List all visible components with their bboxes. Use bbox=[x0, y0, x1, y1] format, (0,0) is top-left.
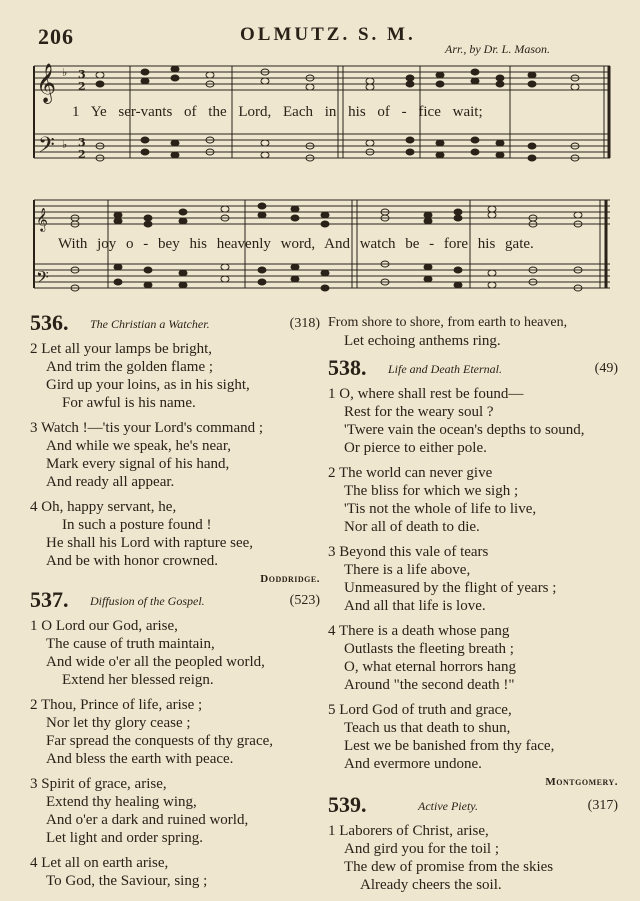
verse-line: And gird you for the toil ; bbox=[344, 841, 499, 857]
stanza bbox=[30, 340, 320, 412]
verse-line: 1 O Lord our God, arise, bbox=[30, 618, 178, 634]
verse-line: And wide o'er all the peopled world, bbox=[46, 654, 265, 670]
hymn-537-header bbox=[30, 589, 320, 615]
verse-line: 3 Spirit of grace, arise, bbox=[30, 776, 167, 792]
hymn-number: 538. bbox=[328, 355, 367, 380]
verse-line: And o'er a dark and ruined world, bbox=[46, 812, 249, 828]
hymn-number: 537. bbox=[30, 587, 69, 612]
verse-line: And all that life is love. bbox=[344, 598, 486, 614]
verse-line: Nor let thy glory cease ; bbox=[46, 715, 191, 731]
verse-line: To God, the Saviour, sing ; bbox=[46, 873, 208, 889]
verse-line: 5 Lord God of truth and grace, bbox=[328, 702, 512, 718]
verse-line: For awful is his name. bbox=[62, 395, 196, 411]
verse-line: 2 Thou, Prince of life, arise ; bbox=[30, 697, 203, 713]
verse-line: 3 Watch !—'tis your Lord's command ; bbox=[30, 420, 264, 436]
page-number: 206 bbox=[38, 24, 74, 49]
svg-text:3: 3 bbox=[78, 68, 86, 81]
hymn-title: Life and Death Eternal. bbox=[388, 362, 502, 376]
verse-line: 2 The world can never give bbox=[328, 465, 493, 481]
stanza bbox=[30, 419, 320, 491]
svg-text:𝄞: 𝄞 bbox=[36, 63, 57, 103]
verse-line: Around "the second death !" bbox=[344, 677, 515, 693]
staff-system-1-treble bbox=[34, 66, 610, 90]
verse-line: Extend her blessed reign. bbox=[62, 672, 214, 688]
svg-text:𝄢: 𝄢 bbox=[38, 133, 55, 163]
svg-text:𝄢: 𝄢 bbox=[36, 267, 49, 291]
verse-line: Extend thy healing wing, bbox=[46, 794, 197, 810]
stanza-continuation bbox=[328, 314, 618, 350]
verse-line: 2 Let all your lamps be bright, bbox=[30, 341, 213, 357]
hymn-meter-ref: (49) bbox=[594, 361, 618, 376]
verse-line: Mark every signal of his hand, bbox=[46, 456, 230, 472]
hymn-title: Active Piety. bbox=[418, 799, 478, 813]
stanza bbox=[328, 822, 618, 894]
hymn-meter-ref: (317) bbox=[587, 798, 618, 813]
hymn-539-header bbox=[328, 794, 618, 820]
verse-line: And while we speak, he's near, bbox=[46, 438, 231, 454]
stanza bbox=[30, 617, 320, 689]
verse-line: Rest for the weary soul ? bbox=[344, 404, 494, 420]
svg-text:♭: ♭ bbox=[62, 66, 68, 79]
verse-line: There is a life above, bbox=[344, 562, 471, 578]
svg-text:𝄞: 𝄞 bbox=[36, 207, 48, 231]
verse-line: Far spread the conquests of thy grace, bbox=[46, 733, 274, 749]
svg-text:3: 3 bbox=[78, 136, 86, 149]
hymn-number: 536. bbox=[30, 310, 69, 335]
svg-text:2: 2 bbox=[78, 80, 86, 93]
verse-line: Let echoing anthems ring. bbox=[344, 333, 501, 349]
verse-line: From shore to shore, from earth to heaven, bbox=[328, 315, 568, 330]
verse-line: 1 O, where shall rest be found— bbox=[328, 386, 524, 402]
staff-system-1-bass bbox=[34, 134, 610, 158]
verse-line: 4 Oh, happy servant, he, bbox=[30, 499, 177, 515]
verse-line: And ready all appear. bbox=[46, 474, 175, 490]
verse-line: Already cheers the soil. bbox=[360, 877, 502, 893]
verse-line: And trim the golden flame ; bbox=[46, 359, 214, 375]
hymn-author: Doddridge. bbox=[260, 573, 320, 585]
stanza bbox=[30, 696, 320, 768]
verse-line: Teach us that death to shun, bbox=[344, 720, 511, 736]
hymn-title: The Christian a Watcher. bbox=[90, 317, 210, 331]
right-column bbox=[328, 314, 618, 901]
verse-line: 'Tis not the whole of life to live, bbox=[344, 501, 537, 517]
hymn-538-header bbox=[328, 357, 618, 383]
verse-line: And bless the earth with peace. bbox=[46, 751, 234, 767]
verse-line: Unmeasured by the flight of years ; bbox=[344, 580, 557, 596]
tune-title: OLMUTZ. S. M. bbox=[240, 24, 416, 45]
hymn-title: Diffusion of the Gospel. bbox=[90, 594, 205, 608]
stanza bbox=[328, 622, 618, 694]
verse-line: And be with honor crowned. bbox=[46, 553, 219, 569]
hymn-number: 539. bbox=[328, 792, 367, 817]
stanza bbox=[30, 775, 320, 847]
hymn-meter-ref: (318) bbox=[289, 316, 320, 331]
verse-line: 'Twere vain the ocean's depths to sound, bbox=[344, 422, 585, 438]
verse-line: Nor all of death to die. bbox=[344, 519, 480, 535]
verse-line: Lest we be banished from thy face, bbox=[344, 738, 555, 754]
hymn-meter-ref: (523) bbox=[289, 593, 320, 608]
svg-text:♭: ♭ bbox=[62, 138, 68, 151]
verse-line: The bliss for which we sigh ; bbox=[344, 483, 519, 499]
stanza bbox=[328, 464, 618, 536]
verse-line: 1 Laborers of Christ, arise, bbox=[328, 823, 489, 839]
lyric-line-1: 1 Ye ser-vants of the Lord, Each in his of - fice wait; bbox=[72, 104, 483, 120]
verse-line: Outlasts the fleeting breath ; bbox=[344, 641, 514, 657]
stanza bbox=[30, 854, 320, 890]
verse-line: The dew of promise from the skies bbox=[344, 859, 554, 875]
verse-line: In such a posture found ! bbox=[62, 517, 212, 533]
stanza bbox=[328, 701, 618, 773]
verse-line: 3 Beyond this vale of tears bbox=[328, 544, 489, 560]
verse-line: Gird up your loins, as in his sight, bbox=[46, 377, 250, 393]
verse-line: O, what eternal horrors hang bbox=[344, 659, 517, 675]
verse-line: The cause of truth maintain, bbox=[46, 636, 215, 652]
stanza bbox=[328, 543, 618, 615]
verse-line: Let light and order spring. bbox=[46, 830, 204, 846]
verse-line: And evermore undone. bbox=[344, 756, 482, 772]
hymn-author: Montgomery. bbox=[545, 776, 618, 788]
stanza bbox=[328, 385, 618, 457]
verse-line: 4 Let all on earth arise, bbox=[30, 855, 169, 871]
stanza bbox=[30, 498, 320, 570]
left-column bbox=[30, 312, 320, 897]
hymn-536-header bbox=[30, 312, 320, 338]
music-notation bbox=[0, 0, 640, 310]
arranger-credit: Arr., by Dr. L. Mason. bbox=[445, 42, 551, 56]
lyric-line-2: With joy o - bey his heavenly word, And watch be - fore his gate. bbox=[58, 236, 534, 252]
verse-line: Or pierce to either pole. bbox=[344, 440, 487, 456]
verse-line: He shall his Lord with rapture see, bbox=[46, 535, 254, 551]
svg-text:2: 2 bbox=[78, 148, 86, 161]
verse-line: 4 There is a death whose pang bbox=[328, 623, 510, 639]
